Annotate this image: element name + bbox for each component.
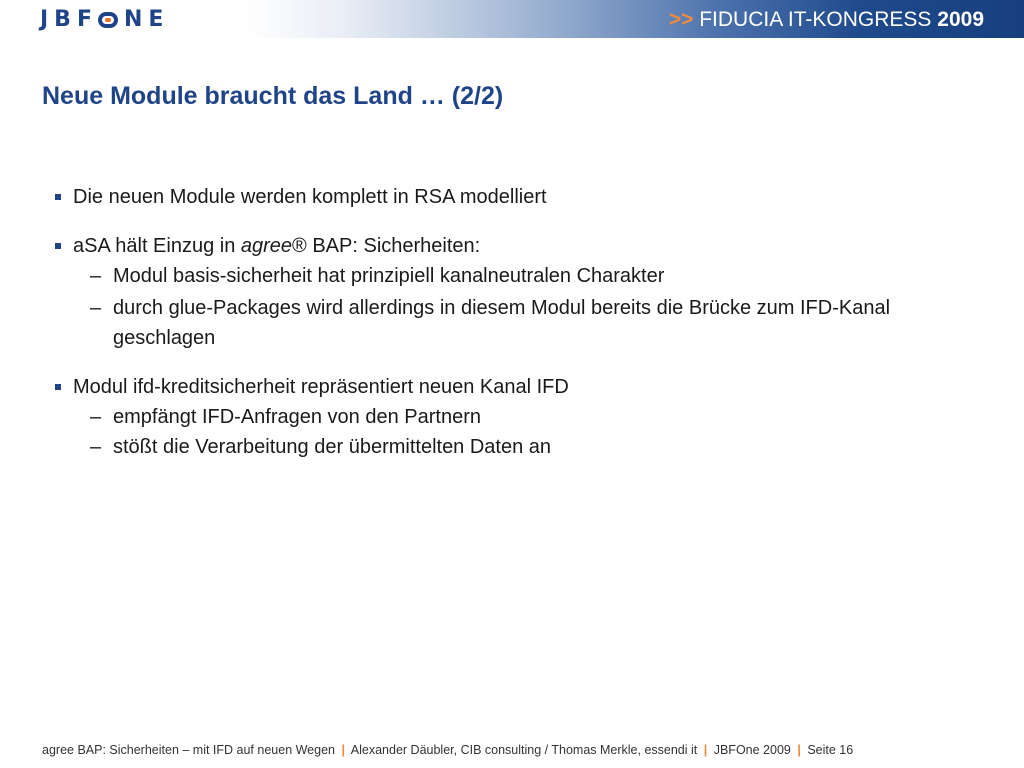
jbfone-logo — [40, 9, 169, 31]
sub-bullet-item — [52, 261, 952, 291]
slide-footer — [42, 742, 853, 758]
sub-bullet-text: durch glue-Packages wird allerdings in diesem Modul bereits die Brücke zum IFD-Kanal geschlagen — [113, 297, 891, 349]
bullet-group — [52, 182, 952, 212]
slide-title: Neue Module braucht das Land … (2/2) — [42, 82, 504, 110]
sub-bullet-text: stößt die Verarbeitung der übermittelten Daten an — [113, 436, 552, 458]
footer-event: JBFOne 2009 — [713, 743, 791, 757]
sub-bullet-item — [52, 293, 952, 353]
bullet-text: Die neuen Module werden komplett in RSA modelliert — [73, 186, 547, 208]
bullet-item — [52, 231, 952, 261]
congress-year: 2009 — [937, 8, 984, 31]
bullet-text-after: ® BAP: Sicherheiten: — [292, 235, 481, 257]
footer-talk-title: agree BAP: Sicherheiten – mit IFD auf neuen Wegen — [42, 743, 335, 757]
dash-bullet-icon: – — [90, 406, 102, 428]
logo-o-icon — [98, 12, 118, 28]
dash-bullet-icon: – — [90, 297, 102, 319]
footer-speakers: Alexander Däubler, CIB consulting / Thomas Merkle, essendi it — [350, 743, 698, 757]
square-bullet-icon — [55, 194, 61, 200]
congress-label: FIDUCIA IT-KONGRESS — [699, 8, 932, 31]
bullet-group — [52, 372, 952, 462]
bullet-text-italic: agree — [240, 235, 293, 257]
footer-separator: | — [703, 743, 708, 757]
footer-separator: | — [341, 743, 345, 757]
congress-banner — [669, 8, 984, 32]
bullet-item — [52, 372, 952, 402]
logo-text: JBF — [40, 7, 98, 32]
square-bullet-icon — [55, 243, 61, 249]
slide-content — [52, 182, 952, 481]
square-bullet-icon — [55, 384, 61, 390]
bullet-text: Modul ifd-kreditsicherheit repräsentiert neuen Kanal IFD — [73, 376, 569, 398]
sub-bullet-item — [52, 402, 952, 432]
footer-page-number: Seite 16 — [807, 743, 854, 757]
congress-arrows: >> — [668, 8, 694, 31]
dash-bullet-icon: – — [90, 436, 102, 458]
sub-bullet-text: empfängt IFD-Anfragen von den Partnern — [113, 406, 481, 428]
header-band — [0, 0, 1024, 38]
bullet-text-before: aSA hält Einzug in — [73, 235, 241, 257]
sub-bullet-text: Modul basis-sicherheit hat prinzipiell kanalneutralen Charakter — [113, 265, 665, 287]
sub-bullet-item — [52, 432, 952, 462]
bullet-group — [52, 231, 952, 353]
logo-text-tail: NE — [123, 7, 170, 32]
footer-separator: | — [797, 743, 801, 757]
bullet-item — [52, 182, 952, 212]
dash-bullet-icon: – — [90, 265, 102, 287]
